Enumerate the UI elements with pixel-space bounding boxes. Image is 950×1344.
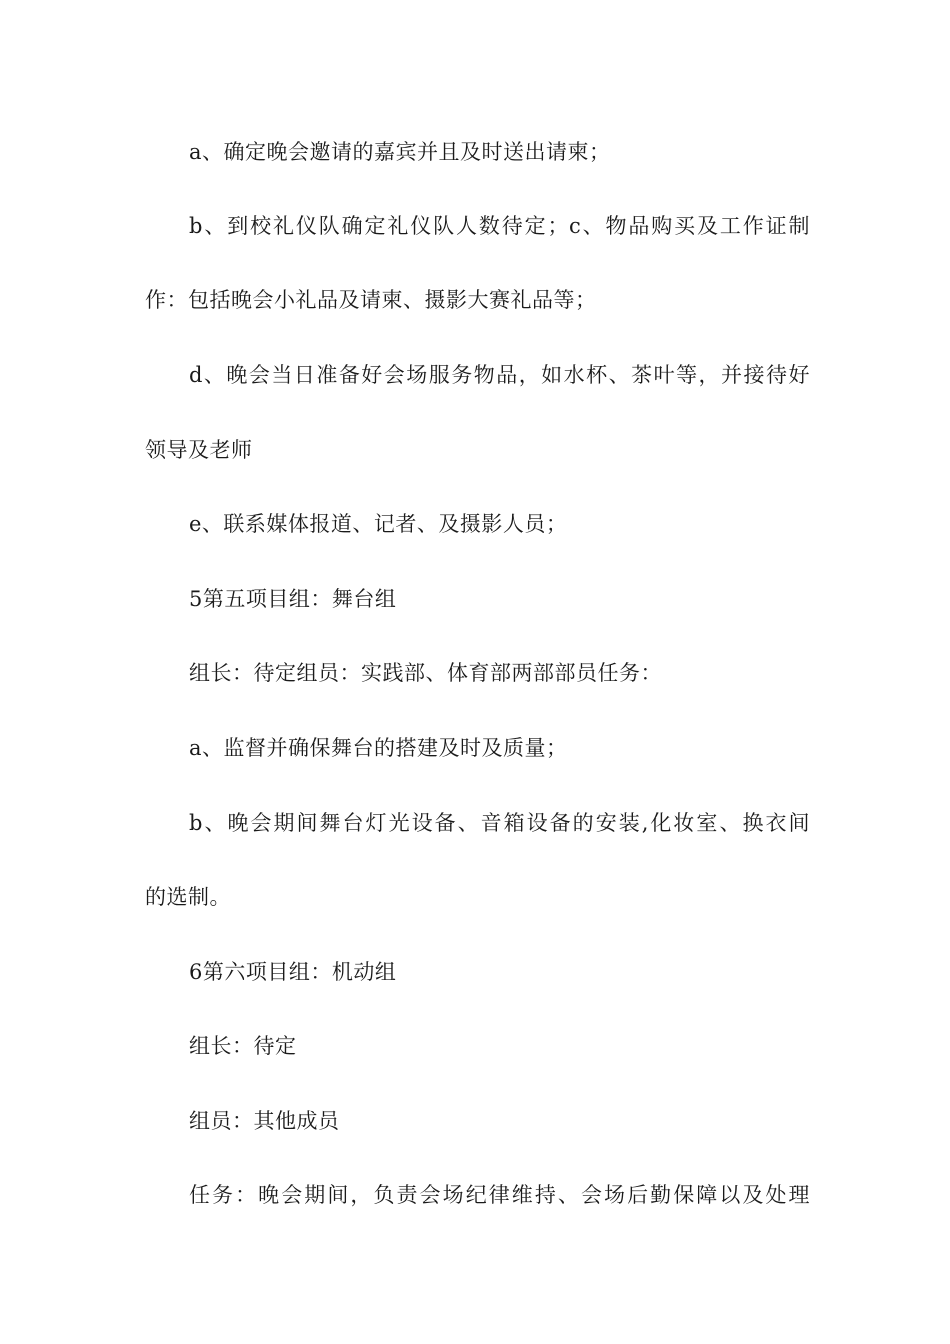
paragraph-line: 作：包括晚会小礼品及请柬、摄影大赛礼品等； xyxy=(145,288,597,312)
paragraph-line: 组员：其他成员 xyxy=(189,1109,340,1133)
paragraph-line: 领导及老师 xyxy=(145,438,253,462)
paragraph-line: d、晚会当日准备好会场服务物品，如水杯、茶叶等，并接待好 xyxy=(189,363,810,387)
paragraph-line: 组长：待定组员：实践部、体育部两部部员任务： xyxy=(189,661,662,685)
paragraph-line: b、到校礼仪队确定礼仪队人数待定；c、物品购买及工作证制 xyxy=(189,214,810,238)
section-heading: 6第六项目组：机动组 xyxy=(189,960,397,984)
paragraph-line: 任务：晚会期间，负责会场纪律维持、会场后勤保障以及处理 xyxy=(189,1183,810,1207)
paragraph-line: a、确定晚会邀请的嘉宾并且及时送出请柬； xyxy=(189,140,611,164)
paragraph-line: b、晚会期间舞台灯光设备、音箱设备的安装,化妆室、换衣间 xyxy=(189,811,810,835)
section-heading: 5第五项目组：舞台组 xyxy=(189,587,397,611)
paragraph-line: 组长：待定 xyxy=(189,1034,297,1058)
paragraph-line: 的选制。 xyxy=(145,885,231,909)
paragraph-line: a、监督并确保舞台的搭建及时及质量； xyxy=(189,736,568,760)
paragraph-line: e、联系媒体报道、记者、及摄影人员； xyxy=(189,512,568,536)
